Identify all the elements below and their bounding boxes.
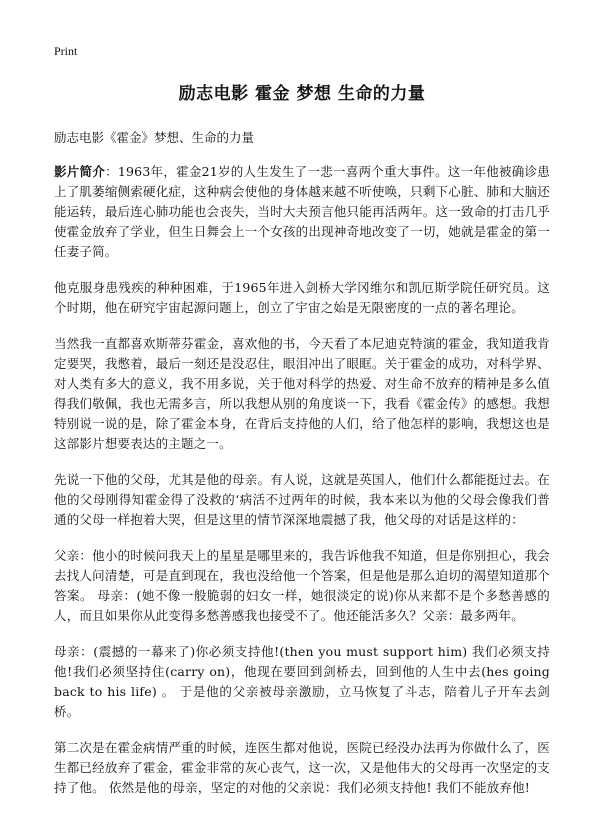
intro-paragraph — [54, 162, 550, 262]
page-title: 励志电影 霍金 梦想 生命的力量 — [178, 84, 426, 104]
intro-label: 影片简介 — [54, 164, 106, 179]
paragraph-reflection: 当然我一直都喜欢斯蒂芬霍金，喜欢他的书，今天看了本尼迪克特演的霍金，我知道我肯定要哭，我憋着，最后一刻还是没忍住，眼泪冲出了眼眶。关于霍金的成功，对科学界、对人类有多大的意义，我不用多说，关于他对科学的热爱、对生命不放弃的精神是多么值得我们敬佩，我也无需多言，所以我想从别的角度谈一下，我看《霍金传》的感想。我想特别说一说的是，除了霍金本身，在背后支持他的人们，给了他怎样的影响，我想这也是这部影片想要表达的主题之一。 — [54, 336, 550, 451]
paragraph-parents: 先说一下他的父母，尤其是他的母亲。有人说，这就是英国人，他们什么都能挺过去。在他的父母刚得知霍金得了没救的‘病活不过两年的时候，我本来以为他的父母会像我们普通的父母一样抱着大哭，但是这里的情节深深地震撼了我，他父母的对话是这样的： — [54, 472, 550, 527]
print-link[interactable]: Print — [54, 44, 78, 58]
article-subtitle: 励志电影《霍金》梦想、生命的力量 — [54, 130, 255, 145]
paragraph-second-time: 第二次是在霍金病情严重的时候，连医生都对他说，医院已经没办法再为你做什么了，医生都已经放弃了霍金，霍金非常的灰心丧气，这一次，又是他伟大的父母再一次坚定的支持了他。 依然是他的母亲，坚定的对他的父亲说：我们必须支持他! 我们不能放弃他! — [54, 740, 550, 795]
intro-text: ：1963年，霍金21岁的人生发生了一悲一喜两个重大事件。这一年他被确诊患上了肌萎缩侧索硬化症，这种病会使他的身体越来越不听使唤，只剩下心脏、肺和大脑还能运转，最后连心肺功能也会丧失，当时大夫预言他只能再活两年。这一致命的打击几乎使霍金放弃了学业，但生日舞会上一个女孩的出现神奇地改变了一切，她就是霍金的第一任妻子简。 — [54, 164, 550, 259]
paragraph-support: 母亲：(震撼的一幕来了)你必须支持他!(then you must support him) 我们必须支持他!我们必须坚持住(carry on)，他现在要回到剑桥去，回到他的人生中去(hes going back to his life) 。 于是他的父亲被母亲激励，立马恢复了斗志，陪着儿子开车去剑桥。 — [54, 644, 550, 719]
paragraph-dialogue: 父亲：他小的时候问我天上的星星是哪里来的，我告诉他我不知道，但是你别担心，我会去找人问清楚，可是直到现在，我也没给他一个答案，但是他是那么迫切的渴望知道那个答案。 母亲：(她不像一般脆弱的妇女一样，她很淡定的说)你从来都不是个多愁善感的人，而且如果你从此变得多愁善感我也接受不了。他还能活多久？父亲：最多两年。 — [54, 548, 550, 623]
paragraph-career: 他克服身患残疾的种种困难，于1965年进入剑桥大学冈维尔和凯厄斯学院任研究员。这个时期，他在研究宇宙起源问题上，创立了宇宙之始是无限密度的一点的著名理论。 — [54, 280, 550, 315]
